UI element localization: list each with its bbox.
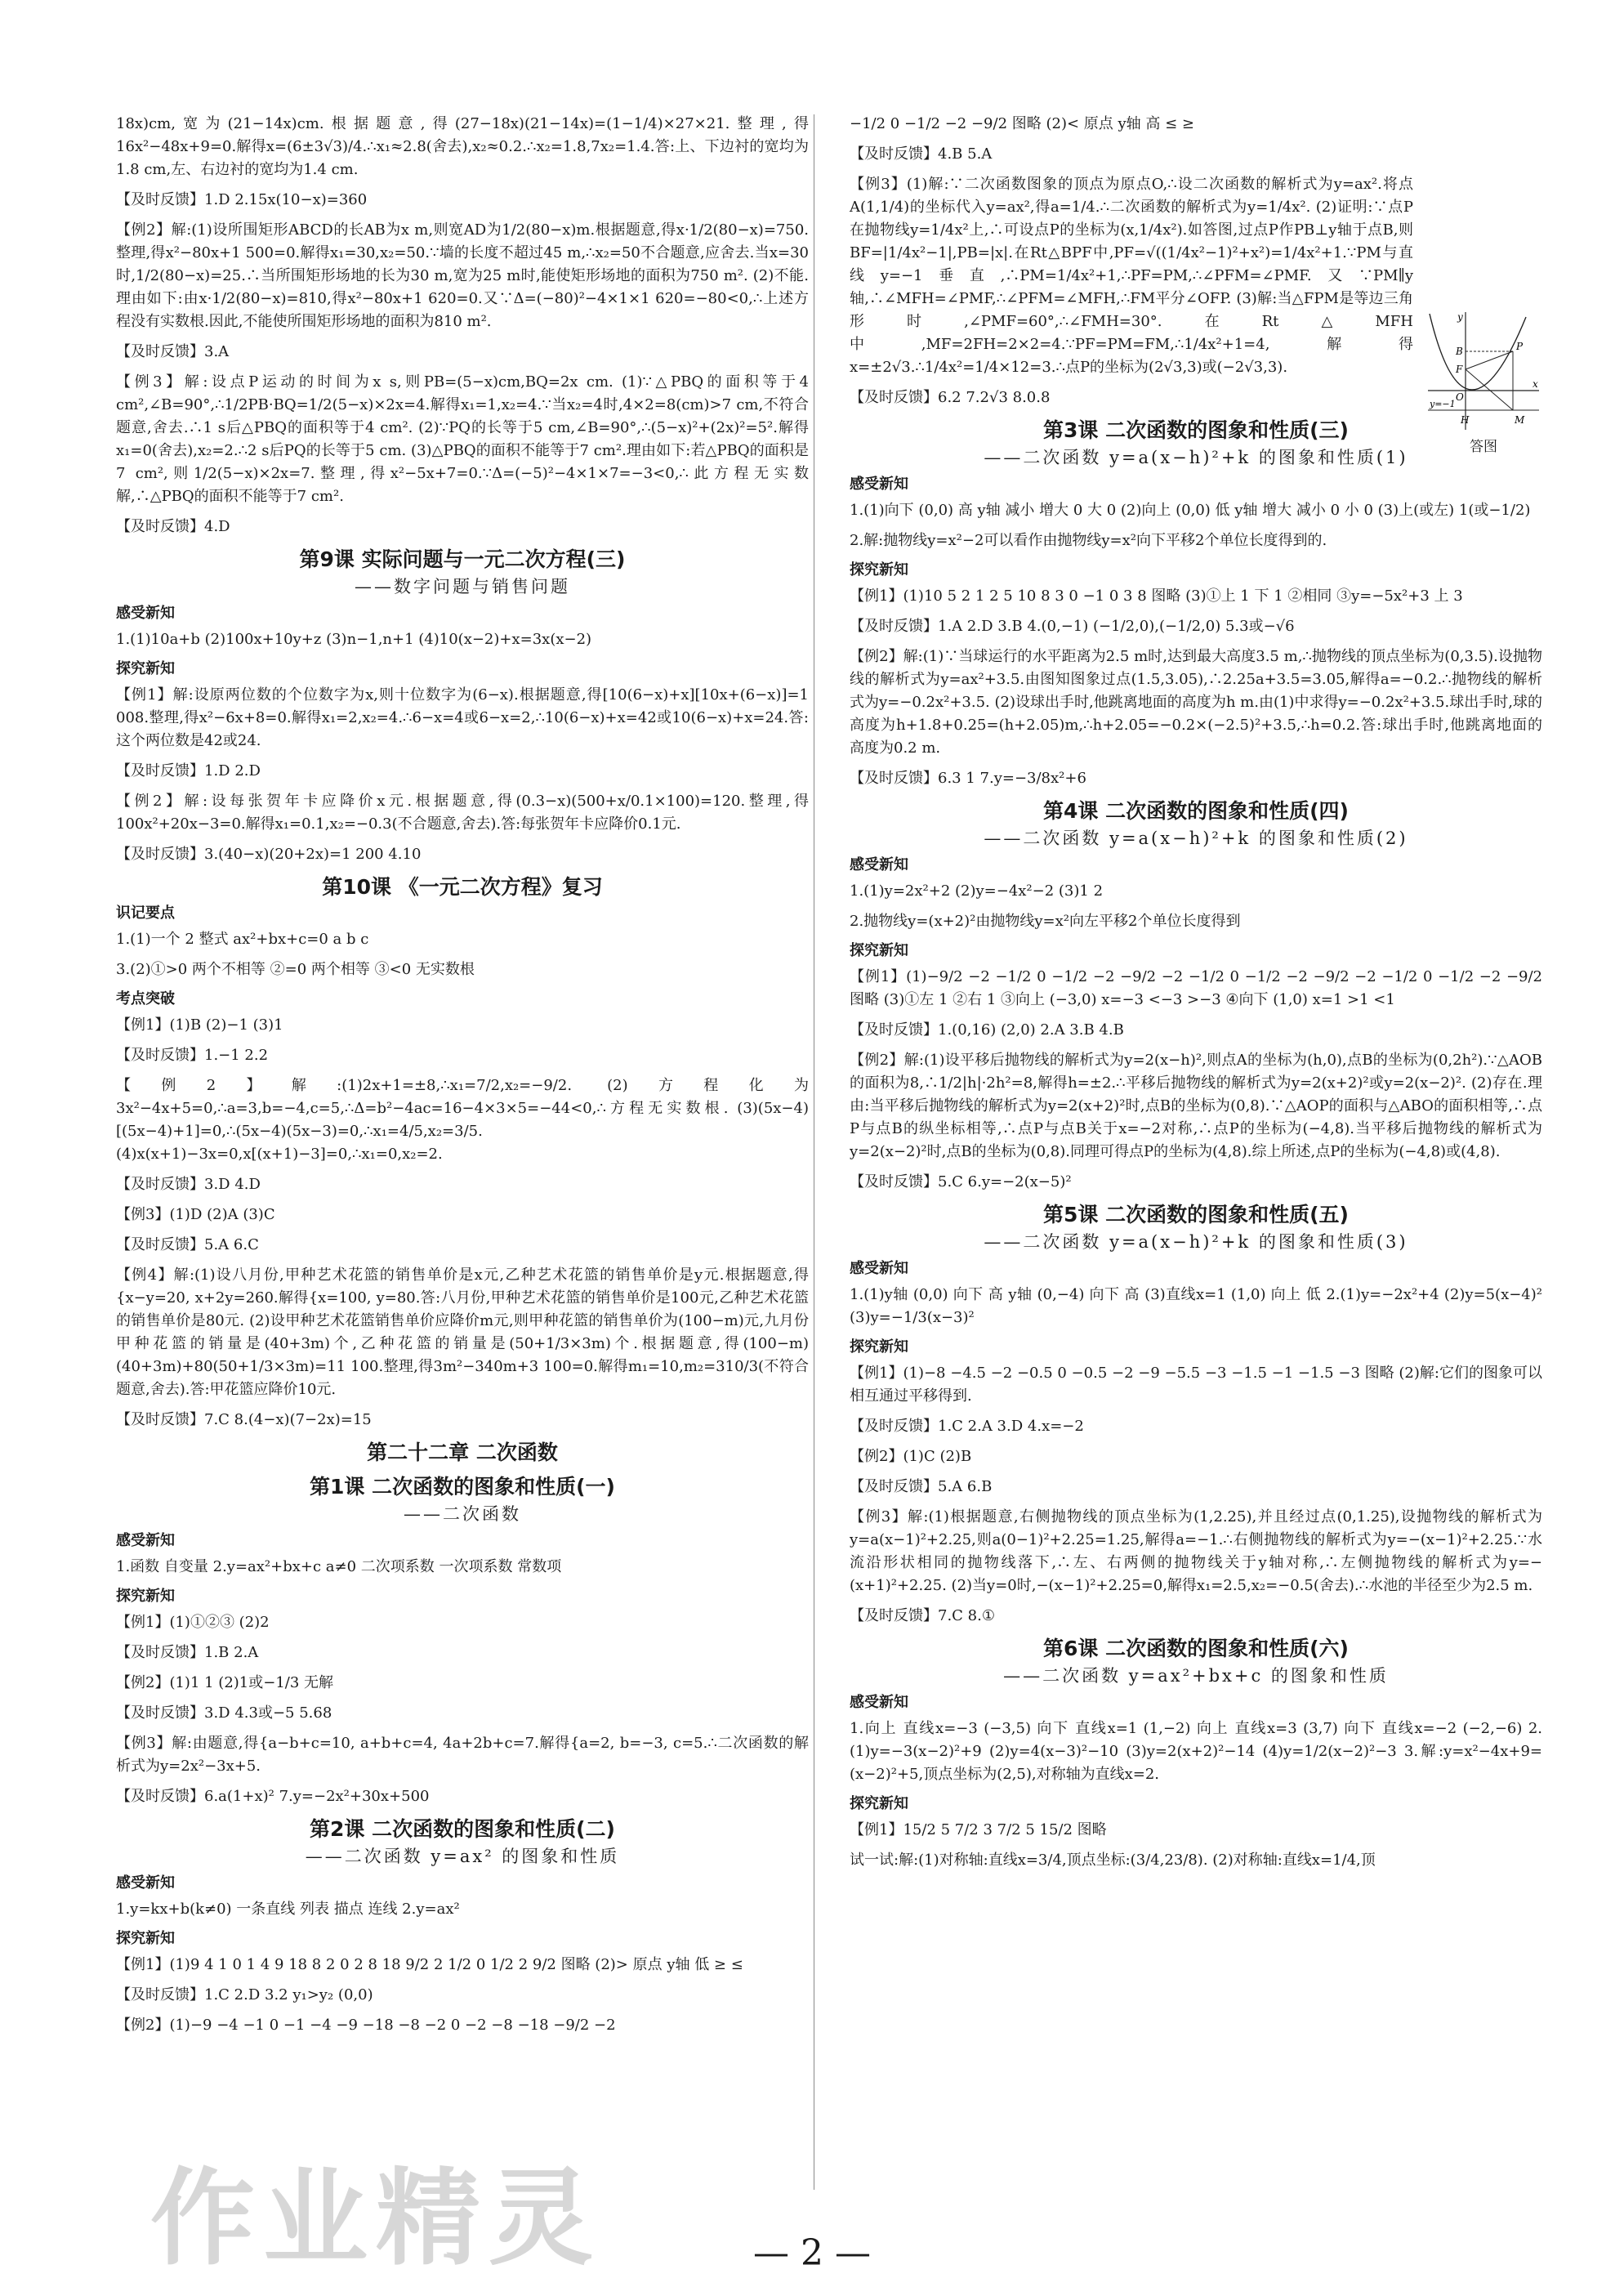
answer-line: 【例1】(1)−8 −4.5 −2 −0.5 0 −0.5 −2 −9 −5.5 −3 −1.5 −1 −1.5 −3 图略 (2)解:它们的图象可以相互通过平移得到. bbox=[850, 1365, 1542, 1405]
section-label: 感受新知 bbox=[116, 1874, 175, 1892]
lesson-heading: 第2课 二次函数的图象和性质(二) bbox=[310, 1817, 615, 1841]
answer-line: 【及时反馈】5.C 6.y=−2(x−5)² bbox=[850, 1173, 1072, 1190]
section-label: 探究新知 bbox=[116, 660, 175, 677]
lesson-subtitle: ——二次函数 y=ax² 的图象和性质 bbox=[305, 1847, 620, 1866]
answer-line: 【及时反馈】6.3 1 7.y=−3/8x²+6 bbox=[850, 770, 1086, 787]
section-label: 探究新知 bbox=[116, 1930, 175, 1947]
answer-line: 【例2】(1)1 1 (2)1或−1/3 无解 bbox=[116, 1674, 334, 1691]
answer-line: 1.y=kx+b(k≠0) 一条直线 列表 描点 连线 2.y=ax² bbox=[116, 1901, 460, 1918]
answer-line: 1.(1)一个 2 整式 ax²+bx+c=0 a b c bbox=[116, 931, 369, 948]
answer-line: 【及时反馈】1.−1 2.2 bbox=[116, 1047, 269, 1064]
answer-line: −1/2 0 −1/2 −2 −9/2 图略 (2)< 原点 y轴 高 ≤ ≥ bbox=[850, 115, 1194, 132]
label-h: H bbox=[1461, 414, 1470, 426]
label-o: O bbox=[1456, 391, 1464, 403]
answer-line: 1.函数 自变量 2.y=ax²+bx+c a≠0 二次项系数 一次项系数 常数项 bbox=[116, 1558, 562, 1575]
section-label: 感受新知 bbox=[850, 1260, 908, 1277]
lesson-heading: 第9课 实际问题与一元二次方程(三) bbox=[299, 547, 626, 571]
answer-line: 【例2】(1)−9 −4 −1 0 −1 −4 −9 −18 −8 −2 0 −2 −8 −18 −9/2 −2 bbox=[116, 2017, 616, 2034]
answer-line: 【例2】(1)C (2)B bbox=[850, 1448, 972, 1465]
section-label: 探究新知 bbox=[850, 561, 908, 578]
lesson-heading: 第6课 二次函数的图象和性质(六) bbox=[1043, 1637, 1349, 1660]
segment-fp bbox=[1466, 351, 1513, 369]
answer-line: 【及时反馈】1.D 2.D bbox=[116, 762, 261, 779]
section-label: 感受新知 bbox=[850, 856, 908, 873]
lesson-subtitle: ——二次函数 y=a(x−h)²+k 的图象和性质(2) bbox=[984, 829, 1408, 848]
answer-line: 【及时反馈】3.D 4.D bbox=[116, 1176, 261, 1193]
answer-line: 2.解:抛物线y=x²−2可以看作由抛物线y=x²向下平移2个单位长度得到的. bbox=[850, 532, 1327, 549]
section-label: 感受新知 bbox=[850, 1694, 908, 1711]
answer-line: 【及时反馈】1.D 2.15x(10−x)=360 bbox=[116, 191, 368, 208]
answer-line: 【例3】解:(1)根据题意,右侧抛物线的顶点坐标为(1,2.25),并且经过点(0,1.25),设抛物线的解析式为y=a(x−1)²+2.25,则a(0−1)²+2.25=1.25,解得a=−1.∴右侧抛物线的解析式为y=−(x−1)²+2.25.∵水流沿形状相同的抛物线落下,∴左、右两侧的抛物线关于y轴对称,∴左侧抛物线的解析式为y=−(x+1)²+2.25. (2)当y=0时,−(x−1)²+2.25=0,解得x₁=2.5,x₂=−0.5(舍去).∴水池的半径至少为2.5 m. bbox=[850, 1508, 1542, 1594]
lesson-subtitle: ——二次函数 y=a(x−h)²+k 的图象和性质(1) bbox=[984, 448, 1408, 467]
answer-line: 【及时反馈】3.D 4.3或−5 5.68 bbox=[116, 1704, 332, 1722]
answer-line: 【及时反馈】7.C 8.(4−x)(7−2x)=15 bbox=[116, 1411, 372, 1428]
answer-line: 1.(1)y轴 (0,0) 向下 高 y轴 (0,−4) 向下 高 (3)直线x=1 (1,0) 向上 低 2.(1)y=−2x²+4 (2)y=5(x−4)² (3)y=−1/3(x−3)² bbox=[850, 1286, 1542, 1326]
answer-line: 【例3】(1)解:∵二次函数图象的顶点为原点O,∴设二次函数的解析式为y=ax².将点A(1,1/4)的坐标代入y=ax²,得a=1/4.∴二次函数的解析式为y=1/4x². (2)证明:∵点P在抛物线y=1/4x²上,∴可设点P的坐标为(x,1/4x²).如答图,过点P作PB⊥y轴于点B,则BF=|1/4x²−1|,PB=|x|.在Rt△BPF中,PF=√((1/4x²−1)²+x²)=1/4x²+1.∵PM与直线y=−1垂直,∴PM=1/4x²+1,∴PF=PM,∴∠PFM=∠PMF.又∵PM∥y轴,∴∠MFH=∠PMF,∴∠PFM=∠MFH,∴FM平分∠OFP. (3)解:当△FPM是等边三角形时,∠PMF=60°,∴∠FMH=30°.在Rt△MFH中,MF=2FH=2×2=4.∵PF=PM=FM,∴1/4x²+1=4,解得x=±2√3.∴1/4x²=1/4×12=3.∴点P的坐标为(2√3,3)或(−2√3,3). bbox=[850, 176, 1413, 376]
answer-line: 【例3】解:设点P运动的时间为x s,则PB=(5−x)cm,BQ=2x cm. (1)∵△PBQ的面积等于4 cm²,∠B=90°,∴1/2PB·BQ=1/2(5−x)×2x=4.解得x₁=1,x₂=4.∵当x₂=4时,4×2=8(cm)>7 cm,不符合题意,舍去.∴1 s后△PBQ的面积等于4 cm². (2)∵PQ的长等于5 cm,∠B=90°,∴(5−x)²+(2x)²=5².解得x₁=0(舍去),x₂=2.∴2 s后PQ的长等于5 cm. (3)△PBQ的面积不能等于7 cm².理由如下:若△PBQ的面积是7 cm²,则1/2(5−x)×2x=7.整理,得x²−5x+7=0.∵Δ=(−5)²−4×1×7=−3<0,∴此方程无实数解,∴△PBQ的面积不能等于7 cm². bbox=[116, 373, 809, 505]
left-column bbox=[116, 113, 809, 2044]
label-b: B bbox=[1456, 346, 1463, 357]
answer-line: 【例1】(1)①②③ (2)2 bbox=[116, 1614, 270, 1631]
answer-line: 【例3】解:由题意,得{a−b+c=10, a+b+c=4, 4a+2b+c=7.解得{a=2, b=−3, c=5.∴二次函数的解析式为y=2x²−3x+5. bbox=[116, 1735, 809, 1775]
answer-line: 【及时反馈】6.2 7.2√3 8.0.8 bbox=[850, 389, 1051, 406]
answer-line: 【例2】解:(1)2x+1=±8,∴x₁=7/2,x₂=−9/2. (2)方程化为3x²−4x+5=0,∴a=3,b=−4,c=5,∴Δ=b²−4ac=16−4×3×5=−44<0,∴方程无实数根. (3)(5x−4)[(5x−4)+1]=0,∴(5x−4)(5x−3)=0,∴x₁=4/5,x₂=3/5. (4)x(x+1)−3x=0,x[(x+1)−3]=0,∴x₁=0,x₂=2. bbox=[116, 1077, 809, 1163]
answer-line: 18x)cm,宽为(21−14x)cm.根据题意,得(27−18x)(21−14x)=(1−1/4)×27×21.整理,得16x²−48x+9=0.解得x=(6±3√3)/4.∴x₁≈2.8(舍去),x₂≈0.2.∴x₂=1.8,7x₂=1.4.答:上、下边衬的宽均为1.8 cm,左、右边衬的宽均为1.4 cm. bbox=[116, 115, 809, 178]
answer-line: 3.(2)①>0 两个不相等 ②=0 两个相等 ③<0 无实数根 bbox=[116, 961, 475, 978]
answer-line: 【例2】解:设每张贺年卡应降价x元.根据题意,得(0.3−x)(500+x/0.1×100)=120.整理,得100x²+20x−3=0.解得x₁=0.1,x₂=−0.3(不合题意,舍去).答:每张贺年卡应降价0.1元. bbox=[116, 793, 809, 833]
section-label: 探究新知 bbox=[850, 1795, 908, 1812]
answer-line: 【例1】解:设原两位数的个位数字为x,则十位数字为(6−x).根据题意,得[10(6−x)+x][10x+(6−x)]=1 008.整理,得x²−6x+8=0.解得x₁=2,x₂=4.∴6−x=4或6−x=2,∴10(6−x)+x=42或10(6−x)+x=24.答:这个两位数是42或24. bbox=[116, 686, 809, 749]
answer-line: 【例1】(1)9 4 1 0 1 4 9 18 8 2 0 2 8 18 9/2 2 1/2 0 1/2 2 9/2 图略 (2)> 原点 y轴 低 ≥ ≤ bbox=[116, 1956, 743, 1973]
label-p: P bbox=[1516, 341, 1524, 352]
answer-line: 【及时反馈】1.(0,16) (2,0) 2.A 3.B 4.B bbox=[850, 1021, 1124, 1039]
lesson-subtitle: ——数字问题与销售问题 bbox=[355, 577, 570, 596]
lesson-heading: 第二十二章 二次函数 bbox=[367, 1441, 558, 1464]
answer-line: 【及时反馈】5.A 6.B bbox=[850, 1478, 993, 1495]
answer-line: 【及时反馈】4.B 5.A bbox=[850, 145, 993, 163]
lesson-heading: 第10课 《一元二次方程》复习 bbox=[322, 875, 603, 899]
figure-caption: 答图 bbox=[1470, 439, 1497, 455]
watermark: 作业精灵 bbox=[150, 2158, 602, 2280]
answer-line: 1.向上 直线x=−3 (−3,5) 向下 直线x=1 (1,−2) 向上 直线x=3 (3,7) 向下 直线x=−2 (−2,−6) 2.(1)y=−3(x−2)²+9 (2)y=4(x−3)²−10 (3)y=2(x+2)²−14 (4)y=1/2(x−2)²−3 3.解:y=x²−4x+9=(x−2)²+5,顶点坐标为(2,5),对称轴为直线x=2. bbox=[850, 1720, 1542, 1783]
answer-line: 【及时反馈】1.B 2.A bbox=[116, 1644, 259, 1661]
lesson-heading: 第4课 二次函数的图象和性质(四) bbox=[1043, 799, 1349, 823]
answer-line: 【及时反馈】4.D bbox=[116, 518, 230, 535]
lesson-subtitle: ——二次函数 bbox=[404, 1504, 521, 1524]
answer-line: 【例2】解:(1)∵当球运行的水平距离为2.5 m时,达到最大高度3.5 m,∴抛物线的顶点坐标为(0,3.5).设抛物线的解析式为y=ax²+3.5.由图知图象过点(1.5,3.05),∴2.25a+3.5=3.05,解得a=−0.2.∴抛物线的解析式为y=−0.2x²+3.5. (2)设球出手时,他跳离地面的高度为h m.由(1)中求得y=−0.2x²+3.5.球出手时,球的高度为h+1.8+0.25=(h+2.05)m,∴h+2.05=−0.2×(−2.5)²+3.5,∴h=0.2.答:球出手时,他跳离地面的高度为0.2 m. bbox=[850, 648, 1542, 757]
answer-line: 1.(1)10a+b (2)100x+10y+z (3)n−1,n+1 (4)10(x−2)+x=3x(x−2) bbox=[116, 631, 592, 648]
label-directrix: y=−1 bbox=[1430, 399, 1456, 409]
lesson-subtitle: ——二次函数 y=ax²+bx+c 的图象和性质 bbox=[1003, 1666, 1389, 1686]
lesson-heading: 第5课 二次函数的图象和性质(五) bbox=[1043, 1203, 1349, 1226]
section-label: 探究新知 bbox=[850, 1338, 908, 1356]
section-label: 感受新知 bbox=[116, 1532, 175, 1549]
answer-line: 【及时反馈】1.C 2.A 3.D 4.x=−2 bbox=[850, 1418, 1084, 1435]
section-label: 感受新知 bbox=[116, 605, 175, 622]
answer-line: 【及时反馈】5.A 6.C bbox=[116, 1236, 259, 1253]
section-label: 考点突破 bbox=[116, 990, 175, 1007]
section-label: 探究新知 bbox=[850, 942, 908, 959]
answer-line: 试一试:解:(1)对称轴:直线x=3/4,顶点坐标:(3/4,23/8). (2)对称轴:直线x=1/4,顶 bbox=[850, 1852, 1376, 1869]
answer-line: 【例1】15/2 5 7/2 3 7/2 5 15/2 图略 bbox=[850, 1821, 1107, 1838]
answer-line: 【例1】(1)−9/2 −2 −1/2 0 −1/2 −2 −9/2 −2 −1/2 0 −1/2 −2 −9/2 −2 −1/2 0 −1/2 −2 −9/2 图略 (3)①左 1 ②右 1 ③向上 (−3,0) x=−3 <−3 >−3 ④向下 (1,0) x=1 >1 <1 bbox=[850, 968, 1542, 1008]
answer-line: 1.(1)y=2x²+2 (2)y=−4x²−2 (3)1 2 bbox=[850, 882, 1104, 900]
section-label: 探究新知 bbox=[116, 1588, 175, 1605]
label-m: M bbox=[1515, 414, 1525, 426]
lesson-heading: 第3课 二次函数的图象和性质(三) bbox=[1043, 418, 1349, 442]
lesson-subtitle: ——二次函数 y=a(x−h)²+k 的图象和性质(3) bbox=[984, 1232, 1408, 1252]
label-f: F bbox=[1456, 364, 1463, 375]
answer-line: 【例2】解:(1)设平移后抛物线的解析式为y=2(x−h)²,则点A的坐标为(h,0),点B的坐标为(0,2h²).∵△AOB的面积为8,∴1/2|h|·2h²=8,解得h=±2.∴平移后抛物线的解析式为y=2(x+2)²或y=2(x−2)². (2)存在.理由:当平移后抛物线的解析式为y=2(x+2)²时,点B的坐标为(0,8).∵△AOP的面积与△ABO的面积相等,∴点P与点B的纵坐标相等,∴点P与点B关于x=−2对称,∴点P的坐标为(−4,8).当平移后抛物线的解析式为y=2(x−2)²时,点B的坐标为(0,8).同理可得点P的坐标为(4,8).综上所述,点P的坐标为(−4,8)或(4,8). bbox=[850, 1052, 1542, 1160]
answer-line: 【及时反馈】3.(40−x)(20+2x)=1 200 4.10 bbox=[116, 846, 422, 863]
answer-line: 【及时反馈】3.A bbox=[116, 343, 230, 360]
section-label: 感受新知 bbox=[850, 476, 908, 493]
answer-line: 1.(1)向下 (0,0) 高 y轴 减小 增大 0 大 0 (2)向上 (0,0) 低 y轴 增大 减小 0 小 0 (3)上(或左) 1(或−1/2) bbox=[850, 502, 1531, 519]
answer-line: 【及时反馈】7.C 8.① bbox=[850, 1607, 995, 1624]
label-y: y bbox=[1457, 311, 1463, 323]
answer-line: 【例1】(1)B (2)−1 (3)1 bbox=[116, 1016, 283, 1034]
parabola-answer-figure bbox=[1425, 309, 1542, 433]
answer-line: 【例4】解:(1)设八月份,甲种艺术花篮的销售单价是x元,乙种艺术花篮的销售单价是y元.根据题意,得{x−y=20, x+2y=260.解得{x=100, y=80.答:八月份,甲种艺术花篮的销售单价是100元,乙种艺术花篮的销售单价是80元. (2)设甲种艺术花篮销售单价应降价m元,则甲种花篮的销售单价为(100−m)元,九月份甲种花篮的销量是(40+3m)个,乙种花篮的销量是(50+1/3×3m)个.根据题意,得(100−m)(40+3m)+80(50+1/3×3m)=11 100.整理,得3m²−340m+3 100=0.解得m₁=10,m₂=310/3(不符合题意,舍去).答:甲花篮应降价10元. bbox=[116, 1266, 809, 1398]
section-label: 识记要点 bbox=[116, 905, 175, 922]
answer-line: 2.抛物线y=(x+2)²由抛物线y=x²向左平移2个单位长度得到 bbox=[850, 913, 1241, 930]
label-x: x bbox=[1533, 378, 1538, 390]
answer-line: 【及时反馈】1.A 2.D 3.B 4.(0,−1) (−1/2,0),(−1/2,0) 5.3或−√6 bbox=[850, 618, 1295, 635]
answer-line: 【例2】解:(1)设所围矩形ABCD的长AB为x m,则宽AD为1/2(80−x)m.根据题意,得x·1/2(80−x)=750.整理,得x²−80x+1 500=0.解得x₁=30,x₂=50.∵墙的长度不超过45 m,∴x₂=50不合题意,应舍去.当x=30时,1/2(80−x)=25.∴当所围矩形场地的长为30 m,宽为25 m时,能使矩形场地的面积为750 m². (2)不能.理由如下:由x·1/2(80−x)=810,得x²−80x+1 620=0.又∵Δ=(−80)²−4×1×1 620=−80<0,∴上述方程没有实数根.因此,不能使所围矩形场地的面积为810 m². bbox=[116, 221, 809, 330]
answer-line: 【例1】(1)10 5 2 1 2 5 10 8 3 0 −1 0 3 8 图略 (3)①上 1 下 1 ②相同 ③y=−5x²+3 上 3 bbox=[850, 587, 1463, 605]
answer-line: 【及时反馈】6.a(1+x)² 7.y=−2x²+30x+500 bbox=[116, 1788, 430, 1805]
answer-line: 【例3】(1)D (2)A (3)C bbox=[116, 1206, 275, 1223]
answer-line: 【及时反馈】1.C 2.D 3.2 y₁>y₂ (0,0) bbox=[116, 1986, 373, 2003]
page-number: — 2 — bbox=[753, 2232, 871, 2274]
lesson-heading: 第1课 二次函数的图象和性质(一) bbox=[310, 1475, 615, 1499]
